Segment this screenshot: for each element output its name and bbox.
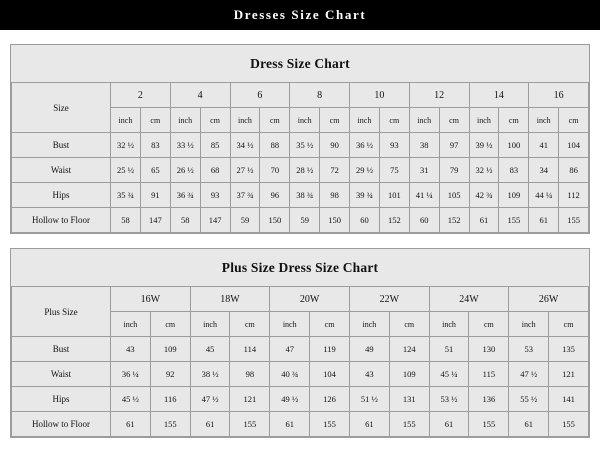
measurement-value-cell: 155 [559, 208, 589, 233]
unit-header-cell: cm [559, 108, 589, 133]
unit-header-cell: cm [320, 108, 350, 133]
measurement-value-cell: 85 [200, 133, 230, 158]
measurement-value-cell: 37 ¾ [230, 183, 260, 208]
standard-size-table [11, 82, 589, 233]
measurement-label-cell: Bust [12, 337, 111, 362]
measurement-value-cell: 38 ½ [190, 362, 230, 387]
measurement-value-cell: 135 [549, 337, 589, 362]
measurement-value-cell: 72 [320, 158, 350, 183]
measurement-value-cell: 112 [559, 183, 589, 208]
measurement-label-cell: Hollow to Floor [12, 208, 111, 233]
unit-header-cell: inch [270, 312, 310, 337]
measurement-value-cell: 150 [320, 208, 350, 233]
size-header-cell: 14 [469, 83, 529, 108]
measurement-value-cell: 47 ½ [190, 387, 230, 412]
size-header-cell: 26W [509, 287, 589, 312]
size-header-cell: 2 [111, 83, 171, 108]
table-row [12, 362, 589, 387]
measurement-value-cell: 47 ½ [509, 362, 549, 387]
measurement-value-cell: 39 ½ [469, 133, 499, 158]
measurement-value-cell: 131 [389, 387, 429, 412]
measurement-value-cell: 91 [140, 183, 170, 208]
unit-header-cell: cm [379, 108, 409, 133]
measurement-value-cell: 79 [439, 158, 469, 183]
measurement-value-cell: 130 [469, 337, 509, 362]
unit-header-cell: inch [190, 312, 230, 337]
measurement-value-cell: 147 [200, 208, 230, 233]
measurement-value-cell: 44 ¼ [529, 183, 559, 208]
measurement-value-cell: 96 [260, 183, 290, 208]
unit-header-cell: cm [549, 312, 589, 337]
table-row [12, 183, 589, 208]
unit-header-cell: cm [439, 108, 469, 133]
page-header [0, 0, 600, 30]
plus-size-chart [10, 248, 590, 438]
measurement-value-cell: 90 [320, 133, 350, 158]
measurement-value-cell: 41 [529, 133, 559, 158]
measurement-value-cell: 141 [549, 387, 589, 412]
measurement-value-cell: 51 ½ [349, 387, 389, 412]
measurement-label-cell: Waist [12, 158, 111, 183]
unit-header-cell: cm [140, 108, 170, 133]
measurement-value-cell: 53 [509, 337, 549, 362]
standard-chart-title: Dress Size Chart [250, 56, 350, 71]
unit-header-cell: inch [111, 108, 141, 133]
unit-header-cell: cm [200, 108, 230, 133]
measurement-value-cell: 45 ¼ [429, 362, 469, 387]
measurement-value-cell: 83 [499, 158, 529, 183]
page-title: Dresses Size Chart [233, 7, 367, 22]
measurement-value-cell: 121 [549, 362, 589, 387]
measurement-value-cell: 61 [349, 412, 389, 437]
size-header-cell: 16W [111, 287, 191, 312]
measurement-value-cell: 65 [140, 158, 170, 183]
measurement-value-cell: 101 [379, 183, 409, 208]
measurement-value-cell: 36 ¼ [111, 362, 151, 387]
charts-container [0, 30, 600, 438]
measurement-value-cell: 98 [320, 183, 350, 208]
measurement-value-cell: 61 [429, 412, 469, 437]
measurement-value-cell: 32 ½ [111, 133, 141, 158]
measurement-value-cell: 45 [190, 337, 230, 362]
table-row [12, 133, 589, 158]
measurement-label-cell: Hips [12, 387, 111, 412]
unit-header-cell: inch [469, 108, 499, 133]
size-header-cell: 12 [409, 83, 469, 108]
table-row [12, 287, 589, 312]
measurement-value-cell: 35 ½ [290, 133, 320, 158]
unit-header-cell: cm [230, 312, 270, 337]
measurement-value-cell: 115 [469, 362, 509, 387]
measurement-value-cell: 41 ¼ [409, 183, 439, 208]
measurement-value-cell: 38 ¾ [290, 183, 320, 208]
table-row [12, 337, 589, 362]
measurement-value-cell: 105 [439, 183, 469, 208]
measurement-value-cell: 28 ½ [290, 158, 320, 183]
measurement-value-cell: 155 [230, 412, 270, 437]
measurement-value-cell: 116 [150, 387, 190, 412]
size-header-cell: 6 [230, 83, 290, 108]
measurement-value-cell: 58 [170, 208, 200, 233]
measurement-value-cell: 53 ½ [429, 387, 469, 412]
measurement-value-cell: 49 [349, 337, 389, 362]
measurement-value-cell: 92 [150, 362, 190, 387]
measurement-value-cell: 27 ½ [230, 158, 260, 183]
measurement-value-cell: 109 [499, 183, 529, 208]
measurement-value-cell: 40 ¾ [270, 362, 310, 387]
measurement-value-cell: 109 [150, 337, 190, 362]
measurement-value-cell: 26 ½ [170, 158, 200, 183]
measurement-value-cell: 36 ½ [350, 133, 380, 158]
measurement-value-cell: 75 [379, 158, 409, 183]
measurement-value-cell: 136 [469, 387, 509, 412]
unit-header-cell: inch [290, 108, 320, 133]
unit-header-cell: inch [111, 312, 151, 337]
size-header-cell: 20W [270, 287, 350, 312]
measurement-value-cell: 104 [310, 362, 350, 387]
measurement-value-cell: 155 [389, 412, 429, 437]
size-label-cell: Plus Size [12, 287, 111, 337]
plus-chart-title: Plus Size Dress Size Chart [221, 260, 379, 275]
unit-header-cell: inch [349, 312, 389, 337]
measurement-value-cell: 61 [270, 412, 310, 437]
size-header-cell: 22W [349, 287, 429, 312]
measurement-value-cell: 93 [200, 183, 230, 208]
unit-header-cell: cm [260, 108, 290, 133]
measurement-value-cell: 47 [270, 337, 310, 362]
measurement-value-cell: 59 [290, 208, 320, 233]
unit-header-cell: inch [409, 108, 439, 133]
size-header-cell: 10 [350, 83, 410, 108]
size-header-cell: 18W [190, 287, 270, 312]
measurement-value-cell: 35 ¾ [111, 183, 141, 208]
measurement-value-cell: 155 [310, 412, 350, 437]
measurement-value-cell: 61 [111, 412, 151, 437]
measurement-label-cell: Bust [12, 133, 111, 158]
measurement-value-cell: 152 [439, 208, 469, 233]
measurement-value-cell: 34 ½ [230, 133, 260, 158]
unit-header-cell: inch [429, 312, 469, 337]
measurement-value-cell: 147 [140, 208, 170, 233]
measurement-value-cell: 100 [499, 133, 529, 158]
measurement-value-cell: 59 [230, 208, 260, 233]
table-row [12, 387, 589, 412]
table-row [12, 158, 589, 183]
measurement-value-cell: 25 ½ [111, 158, 141, 183]
measurement-value-cell: 155 [150, 412, 190, 437]
measurement-value-cell: 121 [230, 387, 270, 412]
measurement-value-cell: 97 [439, 133, 469, 158]
unit-header-cell: cm [389, 312, 429, 337]
measurement-value-cell: 60 [350, 208, 380, 233]
unit-header-cell: inch [230, 108, 260, 133]
measurement-value-cell: 93 [379, 133, 409, 158]
measurement-value-cell: 38 [409, 133, 439, 158]
measurement-value-cell: 49 ½ [270, 387, 310, 412]
measurement-value-cell: 33 ½ [170, 133, 200, 158]
table-row [12, 412, 589, 437]
measurement-value-cell: 88 [260, 133, 290, 158]
measurement-value-cell: 126 [310, 387, 350, 412]
measurement-label-cell: Hollow to Floor [12, 412, 111, 437]
unit-header-cell: cm [150, 312, 190, 337]
measurement-value-cell: 31 [409, 158, 439, 183]
measurement-value-cell: 39 ¾ [350, 183, 380, 208]
measurement-label-cell: Waist [12, 362, 111, 387]
unit-header-cell: cm [469, 312, 509, 337]
measurement-value-cell: 150 [260, 208, 290, 233]
measurement-value-cell: 34 [529, 158, 559, 183]
measurement-value-cell: 61 [529, 208, 559, 233]
measurement-value-cell: 109 [389, 362, 429, 387]
measurement-value-cell: 58 [111, 208, 141, 233]
measurement-value-cell: 61 [509, 412, 549, 437]
measurement-value-cell: 36 ¾ [170, 183, 200, 208]
measurement-value-cell: 51 [429, 337, 469, 362]
size-header-cell: 8 [290, 83, 350, 108]
measurement-value-cell: 32 ½ [469, 158, 499, 183]
measurement-value-cell: 55 ½ [509, 387, 549, 412]
measurement-value-cell: 68 [200, 158, 230, 183]
size-header-cell: 16 [529, 83, 589, 108]
measurement-label-cell: Hips [12, 183, 111, 208]
measurement-value-cell: 119 [310, 337, 350, 362]
measurement-value-cell: 152 [379, 208, 409, 233]
unit-header-cell: inch [509, 312, 549, 337]
table-row [12, 83, 589, 108]
measurement-value-cell: 124 [389, 337, 429, 362]
size-header-cell: 24W [429, 287, 509, 312]
measurement-value-cell: 60 [409, 208, 439, 233]
measurement-value-cell: 43 [111, 337, 151, 362]
measurement-value-cell: 29 ½ [350, 158, 380, 183]
unit-header-cell: cm [310, 312, 350, 337]
measurement-value-cell: 43 [349, 362, 389, 387]
unit-header-cell: cm [499, 108, 529, 133]
measurement-value-cell: 61 [469, 208, 499, 233]
plus-size-table [11, 286, 589, 437]
size-label-cell: Size [12, 83, 111, 133]
measurement-value-cell: 155 [469, 412, 509, 437]
measurement-value-cell: 83 [140, 133, 170, 158]
measurement-value-cell: 155 [499, 208, 529, 233]
measurement-value-cell: 86 [559, 158, 589, 183]
measurement-value-cell: 155 [549, 412, 589, 437]
unit-header-cell: inch [529, 108, 559, 133]
table-row [12, 208, 589, 233]
measurement-value-cell: 98 [230, 362, 270, 387]
measurement-value-cell: 45 ½ [111, 387, 151, 412]
size-header-cell: 4 [170, 83, 230, 108]
measurement-value-cell: 61 [190, 412, 230, 437]
standard-size-chart [10, 44, 590, 234]
unit-header-cell: inch [170, 108, 200, 133]
measurement-value-cell: 104 [559, 133, 589, 158]
measurement-value-cell: 70 [260, 158, 290, 183]
unit-header-cell: inch [350, 108, 380, 133]
measurement-value-cell: 42 ¾ [469, 183, 499, 208]
measurement-value-cell: 114 [230, 337, 270, 362]
